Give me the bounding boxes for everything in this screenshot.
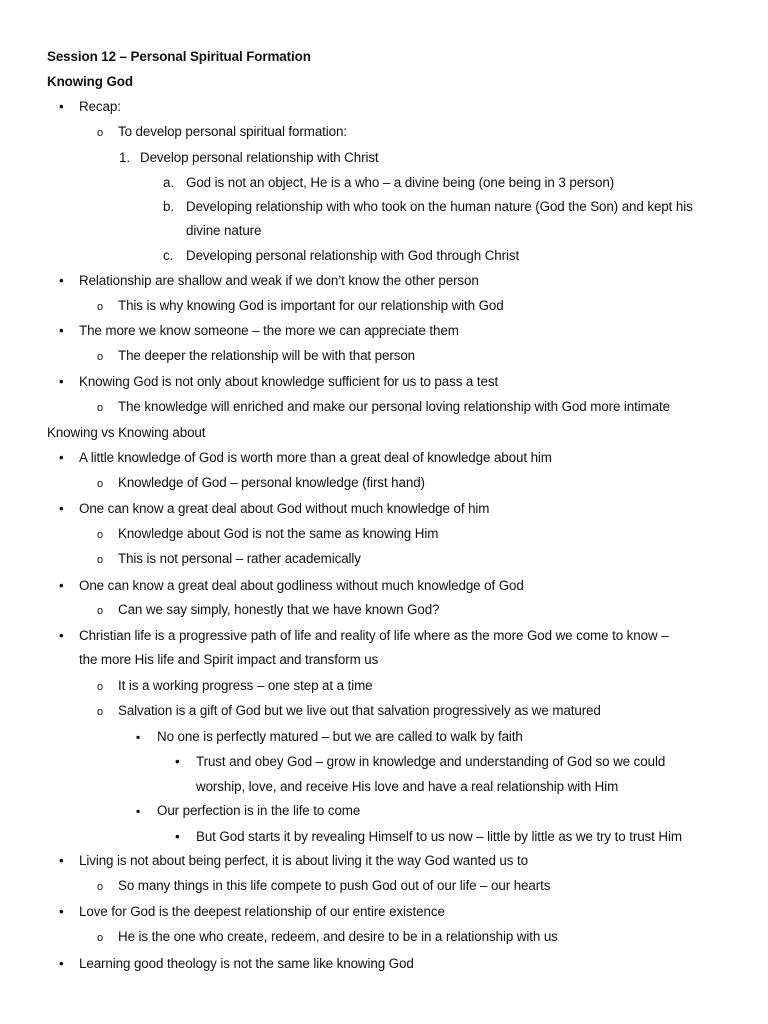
circle-bullet-icon [97,601,103,620]
list-letter: b. [163,199,174,214]
bullet-icon [59,627,64,645]
list-item: A little knowledge of God is worth more than a great deal of knowledge about him [79,450,552,465]
section-heading-knowing-vs-knowing-about: Knowing vs Knowing about [47,425,206,440]
list-item: Trust and obey God – grow in knowledge and understanding of God so we could [196,754,666,769]
list-item: To develop personal spiritual formation: [118,124,347,139]
bullet-icon [59,852,64,870]
bullet-icon [59,373,64,391]
circle-bullet-icon [97,877,103,896]
list-item-continued: the more His life and Spirit impact and transform us [79,652,379,667]
list-item: Relationship are shallow and weak if we don’t know the other person [79,273,479,288]
list-number: 1. [119,150,130,165]
circle-bullet-icon [97,702,103,721]
list-item: Knowledge of God – personal knowledge (first hand) [118,475,425,490]
circle-bullet-icon [97,297,103,316]
list-item: The more we know someone – the more we can appreciate them [79,323,459,338]
circle-bullet-icon [97,677,103,696]
list-item: Love for God is the deepest relationship of our entire existence [79,904,445,919]
bullet-icon [59,449,64,467]
list-item: Our perfection is in the life to come [157,803,361,818]
circle-bullet-icon [97,928,103,947]
list-letter: a. [163,175,174,190]
list-item: Learning good theology is not the same like knowing God [79,956,414,971]
list-item-continued: worship, love, and receive His love and have a real relationship with Him [196,779,619,794]
list-item: Developing personal relationship with God through Christ [186,248,520,263]
circle-bullet-icon [97,398,103,417]
list-item: Christian life is a progressive path of life and reality of life where as the more God we come to know – [79,628,669,643]
list-item: The deeper the relationship will be with that person [118,348,416,363]
list-item: Knowledge about God is not the same as knowing Him [118,526,439,541]
list-item: Salvation is a gift of God but we live out that salvation progressively as we matured [118,703,601,718]
bullet-icon [59,98,64,116]
list-item: It is a working progress – one step at a time [118,678,373,693]
circle-bullet-icon [97,525,103,544]
list-item: But God starts it by revealing Himself to us now – little by little as we try to trust Him [196,829,682,844]
list-item: One can know a great deal about godliness without much knowledge of God [79,578,524,593]
list-item: Knowing God is not only about knowledge sufficient for us to pass a test [79,374,499,389]
bullet-icon [59,955,64,973]
circle-bullet-icon [97,474,103,493]
list-item: This is why knowing God is important for our relationship with God [118,298,504,313]
list-item: The knowledge will enriched and make our personal loving relationship with God more intimate [118,399,671,414]
list-item: Recap: [79,99,121,114]
list-item: Developing relationship with who took on the human nature (God the Son) and kept his [186,199,693,214]
session-title: Session 12 – Personal Spiritual Formation [47,49,311,64]
list-letter: c. [163,248,174,263]
bullet-icon [59,500,64,518]
circle-bullet-icon [97,347,103,366]
list-item: Can we say simply, honestly that we have known God? [118,602,440,617]
section-heading-knowing-god: Knowing God [47,74,133,89]
list-item-continued: divine nature [186,223,262,238]
bullet-icon [59,903,64,921]
list-item: This is not personal – rather academically [118,551,361,566]
square-bullet-icon [136,802,140,820]
bullet-icon [59,272,64,290]
list-item: Living is not about being perfect, it is about living it the way God wanted us to [79,853,528,868]
list-item: So many things in this life compete to push God out of our life – our hearts [118,878,551,893]
list-item: Develop personal relationship with Christ [140,150,379,165]
bullet-icon [175,753,180,771]
bullet-icon [59,577,64,595]
circle-bullet-icon [97,123,103,142]
list-item: One can know a great deal about God without much knowledge of him [79,501,490,516]
bullet-icon [59,322,64,340]
list-item: God is not an object, He is a who – a divine being (one being in 3 person) [186,175,615,190]
bullet-icon [175,828,180,846]
list-item: He is the one who create, redeem, and desire to be in a relationship with us [118,929,558,944]
circle-bullet-icon [97,550,103,569]
square-bullet-icon [136,728,140,746]
list-item: No one is perfectly matured – but we are called to walk by faith [157,729,523,744]
